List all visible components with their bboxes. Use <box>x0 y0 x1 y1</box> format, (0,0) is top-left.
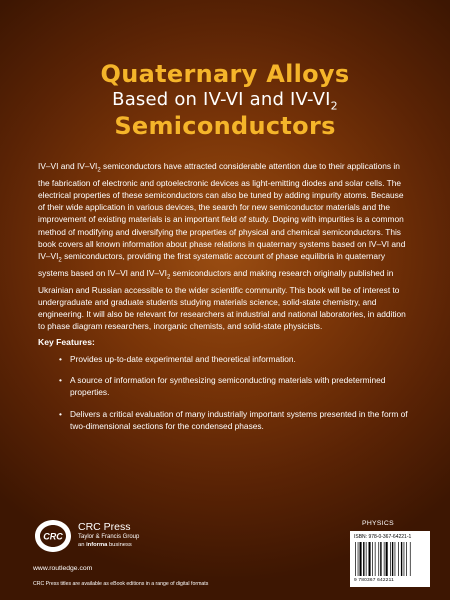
barcode-bar <box>360 542 362 576</box>
title-subscript: 2 <box>330 99 338 113</box>
barcode-bar <box>375 542 376 576</box>
barcode-bar <box>380 542 381 576</box>
barcode-bar <box>404 542 405 576</box>
barcode-bar <box>366 542 367 576</box>
publisher-name: CRC Press <box>78 521 131 533</box>
bullet-icon: • <box>59 354 62 364</box>
business-bold: informa <box>86 542 108 548</box>
barcode-bar <box>369 542 371 576</box>
barcode-bar <box>358 542 359 576</box>
barcode-bar <box>392 542 393 576</box>
key-feature-item <box>38 374 412 398</box>
key-feature-item <box>38 408 412 432</box>
isbn-barcode <box>350 531 430 587</box>
key-feature-item <box>38 353 412 365</box>
desc-sub-3: 2 <box>166 274 171 281</box>
book-title-line-3: Semiconductors <box>114 112 336 140</box>
desc-part-2: semiconductors have attracted considerable attention due to their applications in the fabrication of electronic and optoelectronic devices as light-emitting diodes and solar cells. The electrical properties of these semiconductors can also be tuned by adding impurity atoms. Because of their wide application in various devices, the search for new semiconductor materials and the improvement of existing materials is an important field of study. Doping with impurities is a common method of modifying and diversifying the properties of physical and chemical semiconductors. This book covers all known information about phase relations in quaternary systems based on IV–VI and IV–VI <box>38 161 406 262</box>
book-title-line-2 <box>0 89 450 113</box>
publisher-url: www.routledge.com <box>33 565 93 572</box>
bullet-icon: • <box>59 375 62 386</box>
barcode-bar <box>401 542 402 576</box>
barcode-bar <box>384 542 385 576</box>
key-feature-text: Provides up-to-date experimental and theoretical information. <box>70 354 296 364</box>
key-features-list <box>38 353 412 441</box>
ebook-note: CRC Press titles are available as eBook editions in a range of digital formats <box>33 581 209 587</box>
desc-part-3: semiconductors, providing the first systematic account of phase equilibria in quaternary systems based on IV–VI and IV–VI <box>38 251 386 278</box>
barcode-bar <box>378 542 379 576</box>
crc-logo-text: CRC <box>43 531 63 542</box>
crc-press-logo <box>33 518 73 554</box>
isbn-label: ISBN: 978-0-367-64221-1 <box>354 534 412 540</box>
title-line-2-text: Based on IV-VI and IV-VI <box>112 89 331 110</box>
desc-sub-1: 2 <box>97 167 101 174</box>
barcode-bar <box>395 542 396 576</box>
barcode-bar <box>410 542 411 576</box>
barcode-bar <box>386 542 388 576</box>
subject-label: PHYSICS <box>362 520 394 527</box>
barcode-bar <box>398 542 399 576</box>
publisher-group: Taylor & Francis Group <box>78 534 140 540</box>
isbn-digits: 9 780367 642211 <box>354 578 394 583</box>
barcode-bar <box>406 542 407 576</box>
key-features-heading: Key Features: <box>38 337 95 347</box>
business-prefix: an <box>78 542 87 548</box>
key-feature-text: A source of information for synthesizing semiconducting materials with predetermined properties. <box>70 375 386 398</box>
bullet-icon: • <box>59 408 62 419</box>
key-feature-text: Delivers a critical evaluation of many industrially important systems presented in the form of two-dimensional sections for the condensed phases. <box>70 408 408 431</box>
publisher-block <box>78 521 139 549</box>
desc-sub-2: 2 <box>58 257 62 264</box>
barcode-bar <box>363 542 364 576</box>
publisher-business <box>78 541 139 549</box>
barcode-bar <box>355 542 356 576</box>
barcode-bar <box>390 542 391 576</box>
book-description <box>38 160 412 333</box>
book-title-line-1: Quaternary Alloys <box>100 60 350 88</box>
barcode-bars <box>354 542 426 577</box>
desc-part-4: semiconductors and making research originally published in Ukrainian and Russian accessible to the wider scientific community. This book will be of interest to undergraduate and graduate students studying materials science, solid-state chemistry, and engineering. It will also be relevant for researchers at industrial and national laboratories, in addition to phase diagram researchers, inorganic chemists, and solid-state physicists. <box>38 267 406 332</box>
barcode-bar <box>372 542 373 576</box>
business-suffix: business <box>107 542 132 548</box>
desc-part-1: IV–VI and IV–VI <box>38 161 98 171</box>
